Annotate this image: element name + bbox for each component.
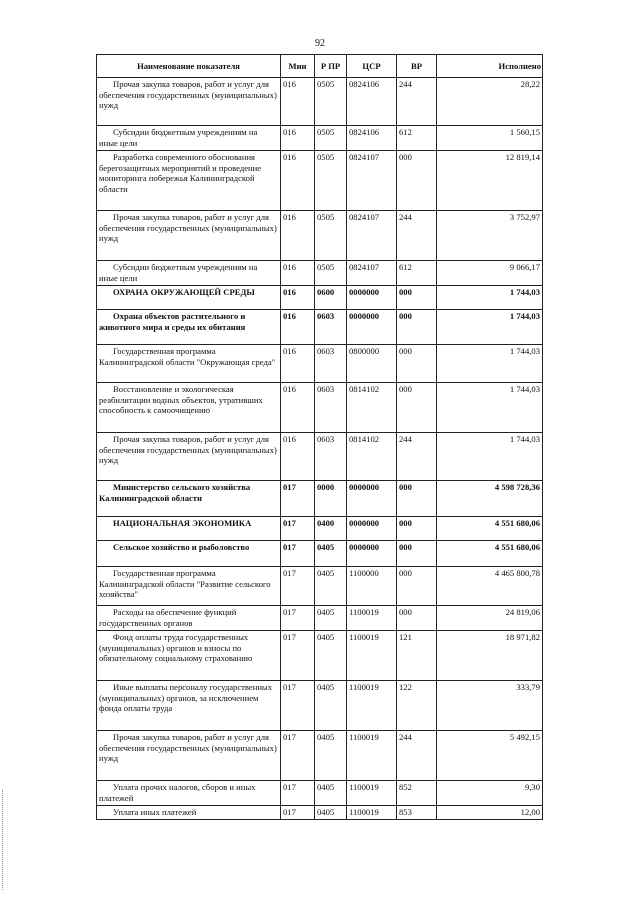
header-min: Мин [281, 55, 315, 78]
row-vr-cell: 000 [397, 541, 437, 567]
row-csr-cell: 0824107 [347, 151, 397, 211]
table-row [97, 383, 543, 433]
row-value-cell: 1 744,03 [437, 345, 543, 383]
row-name-cell: Уплата иных платежей [97, 806, 281, 820]
table-row [97, 806, 543, 820]
row-min-cell: 017 [281, 681, 315, 731]
row-rpr-cell: 0405 [315, 731, 347, 781]
row-min-cell: 017 [281, 481, 315, 517]
row-rpr-cell: 0603 [315, 345, 347, 383]
row-name-cell: НАЦИОНАЛЬНАЯ ЭКОНОМИКА [97, 517, 281, 541]
row-vr-cell: 000 [397, 310, 437, 345]
row-csr-cell: 0000000 [347, 481, 397, 517]
row-min-cell: 016 [281, 151, 315, 211]
table-row [97, 211, 543, 261]
row-vr-cell: 244 [397, 433, 437, 481]
row-value-cell: 4 465 800,78 [437, 567, 543, 606]
row-min-cell: 016 [281, 310, 315, 345]
row-min-cell: 016 [281, 78, 315, 126]
row-csr-cell: 1100019 [347, 606, 397, 631]
row-rpr-cell: 0405 [315, 781, 347, 806]
row-value-cell: 1 744,03 [437, 286, 543, 310]
row-vr-cell: 853 [397, 806, 437, 820]
row-value-cell: 1 560,15 [437, 126, 543, 151]
table-header-row [97, 55, 543, 78]
table-row [97, 151, 543, 211]
row-rpr-cell: 0505 [315, 78, 347, 126]
header-vr: ВР [397, 55, 437, 78]
row-name-cell: Фонд оплаты труда государственных (муниципальных) органов и взносы по обязательному социальному страхованию [97, 631, 281, 681]
row-name-cell: Прочая закупка товаров, работ и услуг для обеспечения государственных (муниципальных) нужд [97, 78, 281, 126]
margin-scan-mark [2, 790, 5, 890]
row-csr-cell: 0000000 [347, 286, 397, 310]
row-csr-cell: 0000000 [347, 310, 397, 345]
row-name-cell: Субсидии бюджетным учреждениям на иные цели [97, 261, 281, 286]
budget-execution-table [96, 54, 543, 820]
table-row [97, 261, 543, 286]
table-body [97, 78, 543, 820]
row-rpr-cell: 0603 [315, 383, 347, 433]
row-min-cell: 017 [281, 631, 315, 681]
header-value: Исполнено [437, 55, 543, 78]
row-csr-cell: 0824107 [347, 211, 397, 261]
row-value-cell: 12 819,14 [437, 151, 543, 211]
row-value-cell: 12,00 [437, 806, 543, 820]
table-row [97, 606, 543, 631]
row-csr-cell: 0000000 [347, 541, 397, 567]
row-min-cell: 017 [281, 567, 315, 606]
row-vr-cell: 000 [397, 286, 437, 310]
row-name-cell: Субсидии бюджетным учреждениям на иные цели [97, 126, 281, 151]
row-value-cell: 18 971,82 [437, 631, 543, 681]
row-min-cell: 017 [281, 541, 315, 567]
row-vr-cell: 244 [397, 731, 437, 781]
row-rpr-cell: 0405 [315, 541, 347, 567]
table-row [97, 567, 543, 606]
table-row [97, 310, 543, 345]
table-row [97, 481, 543, 517]
row-csr-cell: 1100019 [347, 681, 397, 731]
row-rpr-cell: 0600 [315, 286, 347, 310]
row-min-cell: 017 [281, 806, 315, 820]
row-vr-cell: 121 [397, 631, 437, 681]
row-csr-cell: 0800000 [347, 345, 397, 383]
row-name-cell: Прочая закупка товаров, работ и услуг для обеспечения государственных (муниципальных) нужд [97, 433, 281, 481]
row-csr-cell: 0824107 [347, 261, 397, 286]
row-rpr-cell: 0505 [315, 211, 347, 261]
row-name-cell: Восстановление и экологическая реабилитации водных объектов, утративших способность к самоочищению [97, 383, 281, 433]
row-csr-cell: 0824106 [347, 126, 397, 151]
row-csr-cell: 1100019 [347, 806, 397, 820]
row-min-cell: 017 [281, 606, 315, 631]
row-rpr-cell: 0505 [315, 151, 347, 211]
row-rpr-cell: 0405 [315, 681, 347, 731]
row-vr-cell: 000 [397, 606, 437, 631]
row-value-cell: 1 744,03 [437, 383, 543, 433]
row-name-cell: Расходы на обеспечение функций государственных органов [97, 606, 281, 631]
row-csr-cell: 0814102 [347, 383, 397, 433]
row-rpr-cell: 0405 [315, 567, 347, 606]
row-min-cell: 017 [281, 731, 315, 781]
row-value-cell: 28,22 [437, 78, 543, 126]
row-vr-cell: 244 [397, 211, 437, 261]
row-name-cell: Иные выплаты персоналу государственных (муниципальных) органов, за исключением фонда оплаты труда [97, 681, 281, 731]
row-name-cell: Прочая закупка товаров, работ и услуг для обеспечения государственных (муниципальных) нужд [97, 211, 281, 261]
row-min-cell: 017 [281, 781, 315, 806]
row-vr-cell: 000 [397, 151, 437, 211]
row-min-cell: 016 [281, 126, 315, 151]
table-row [97, 78, 543, 126]
row-name-cell: ОХРАНА ОКРУЖАЮЩЕЙ СРЕДЫ [97, 286, 281, 310]
row-csr-cell: 0000000 [347, 517, 397, 541]
table-row [97, 681, 543, 731]
row-csr-cell: 1100019 [347, 731, 397, 781]
row-rpr-cell: 0603 [315, 433, 347, 481]
header-name: Наименование показателя [97, 55, 281, 78]
table-row [97, 126, 543, 151]
row-value-cell: 4 598 728,36 [437, 481, 543, 517]
row-csr-cell: 1100019 [347, 781, 397, 806]
row-vr-cell: 852 [397, 781, 437, 806]
row-rpr-cell: 0405 [315, 606, 347, 631]
row-name-cell: Министерство сельского хозяйства Калининградской области [97, 481, 281, 517]
table-row [97, 345, 543, 383]
row-rpr-cell: 0505 [315, 126, 347, 151]
table-row [97, 781, 543, 806]
row-rpr-cell: 0405 [315, 631, 347, 681]
row-value-cell: 24 819,06 [437, 606, 543, 631]
row-rpr-cell: 0603 [315, 310, 347, 345]
row-value-cell: 1 744,03 [437, 433, 543, 481]
row-min-cell: 016 [281, 433, 315, 481]
row-vr-cell: 612 [397, 261, 437, 286]
row-value-cell: 9,30 [437, 781, 543, 806]
row-value-cell: 5 492,15 [437, 731, 543, 781]
row-min-cell: 016 [281, 211, 315, 261]
row-name-cell: Прочая закупка товаров, работ и услуг для обеспечения государственных (муниципальных) нужд [97, 731, 281, 781]
row-min-cell: 017 [281, 517, 315, 541]
row-name-cell: Государственная программа Калининградской области "Развитие сельского хозяйства" [97, 567, 281, 606]
table-row [97, 517, 543, 541]
row-vr-cell: 000 [397, 345, 437, 383]
row-value-cell: 4 551 680,06 [437, 517, 543, 541]
table-row [97, 731, 543, 781]
row-value-cell: 4 551 680,06 [437, 541, 543, 567]
header-rpr: Р ПР [315, 55, 347, 78]
row-rpr-cell: 0505 [315, 261, 347, 286]
row-value-cell: 3 752,97 [437, 211, 543, 261]
row-name-cell: Охрана объектов растительного и животного мира и среды их обитания [97, 310, 281, 345]
row-vr-cell: 000 [397, 481, 437, 517]
row-rpr-cell: 0400 [315, 517, 347, 541]
row-name-cell: Разработка современного обоснования берегозащитных мероприятий и проведение мониторинга побережья Калининградской области [97, 151, 281, 211]
row-vr-cell: 000 [397, 383, 437, 433]
row-vr-cell: 000 [397, 567, 437, 606]
row-name-cell: Сельское хозяйство и рыболовство [97, 541, 281, 567]
row-csr-cell: 1100000 [347, 567, 397, 606]
row-csr-cell: 0814102 [347, 433, 397, 481]
row-value-cell: 333,79 [437, 681, 543, 731]
header-csr: ЦСР [347, 55, 397, 78]
row-rpr-cell: 0000 [315, 481, 347, 517]
row-min-cell: 016 [281, 286, 315, 310]
row-name-cell: Уплата прочих налогов, сборов и иных платежей [97, 781, 281, 806]
row-min-cell: 016 [281, 345, 315, 383]
row-min-cell: 016 [281, 261, 315, 286]
row-vr-cell: 000 [397, 517, 437, 541]
row-min-cell: 016 [281, 383, 315, 433]
page-number: 92 [315, 38, 325, 49]
table-row [97, 631, 543, 681]
row-value-cell: 1 744,03 [437, 310, 543, 345]
table-row [97, 433, 543, 481]
row-vr-cell: 244 [397, 78, 437, 126]
row-name-cell: Государственная программа Калининградской области "Окружающая среда" [97, 345, 281, 383]
row-csr-cell: 0824106 [347, 78, 397, 126]
row-value-cell: 9 066,17 [437, 261, 543, 286]
table-row [97, 541, 543, 567]
row-rpr-cell: 0405 [315, 806, 347, 820]
row-vr-cell: 122 [397, 681, 437, 731]
row-vr-cell: 612 [397, 126, 437, 151]
table-row [97, 286, 543, 310]
row-csr-cell: 1100019 [347, 631, 397, 681]
